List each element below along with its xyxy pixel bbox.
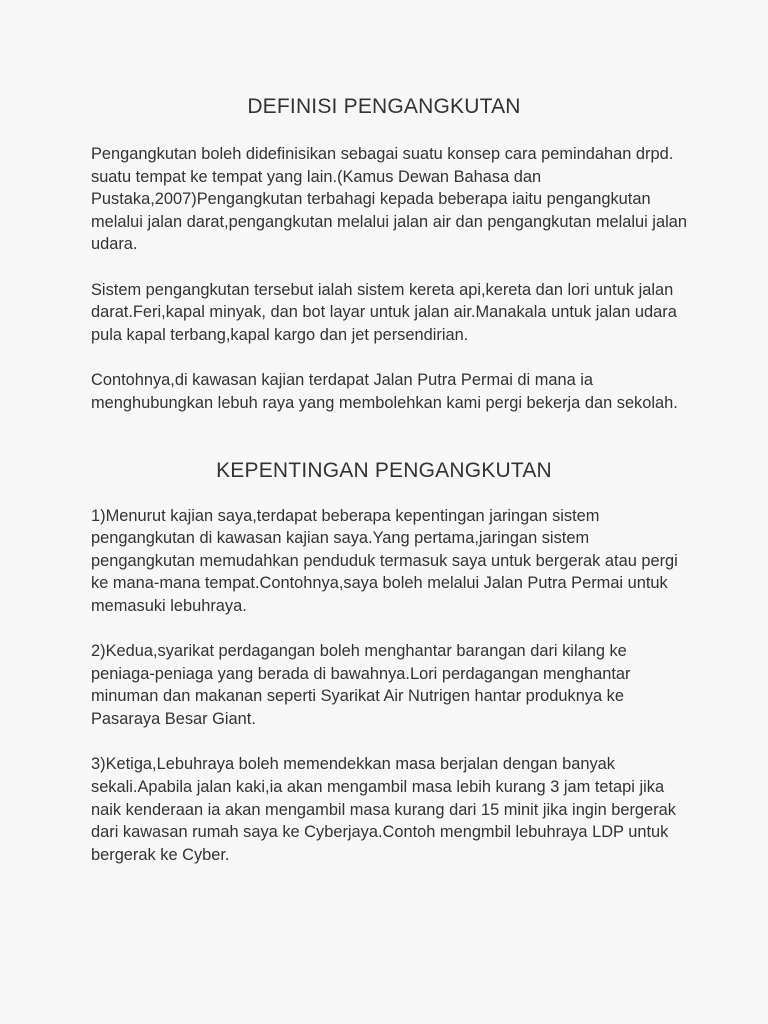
section-heading: KEPENTINGAN PENGANGKUTAN xyxy=(216,458,552,482)
section-definisi xyxy=(0,93,768,415)
paragraph: Contohnya,di kawasan kajian terdapat Jalan Putra Permai di mana ia menghubungkan lebuh raya yang membolehkan kami pergi bekerja dan sekolah. xyxy=(91,371,678,412)
paragraph: Sistem pengangkutan tersebut ialah sistem kereta api,kereta dan lori untuk jalan darat.Feri,kapal minyak, dan bot layar untuk jalan air.Manakala untuk jalan udara pula kapal terbang,kapal kargo dan jet persendirian. xyxy=(91,280,677,344)
section-heading: DEFINISI PENGANGKUTAN xyxy=(247,95,521,118)
paragraph: Pengangkutan boleh didefinisikan sebagai suatu konsep cara pemindahan drpd. suatu tempat ke tempat yang lain.(Kamus Dewan Bahasa dan Pustaka,2007)Pengangkutan terbahagi kepada beberapa iaitu pengangkutan melalui jalan darat,pengangkutan melalui jalan air dan pengangkutan melalui jalan udara. xyxy=(91,145,687,254)
paragraph: 3)Ketiga,Lebuhraya boleh memendekkan masa berjalan dengan banyak sekali.Apabila jalan kaki,ia akan mengambil masa lebih kurang 3 jam tetapi jika naik kenderaan ia akan mengambil masa kurang dari 15 minit jika ingin bergerak dari kawasan rumah saya ke Cyberjaya.Contoh mengmbil lebuhraya LDP untuk bergerak ke Cyber. xyxy=(91,755,676,864)
paragraph: 2)Kedua,syarikat perdagangan boleh menghantar barangan dari kilang ke peniaga-peniaga yang berada di bawahnya.Lori perdagangan menghantar minuman dan makanan seperti Syarikat Air Nutrigen hantar produknya ke Pasaraya Besar Giant. xyxy=(91,642,631,729)
paragraph: 1)Menurut kajian saya,terdapat beberapa kepentingan jaringan sistem pengangkutan di kawasan kajian saya.Yang pertama,jaringan sistem pengangkutan memudahkan penduduk termasuk saya untuk bergerak atau pergi ke mana-mana tempat.Contohnya,saya boleh melalui Jalan Putra Permai untuk memasuki lebuhraya. xyxy=(91,506,678,615)
section-kepentingan xyxy=(0,457,768,867)
